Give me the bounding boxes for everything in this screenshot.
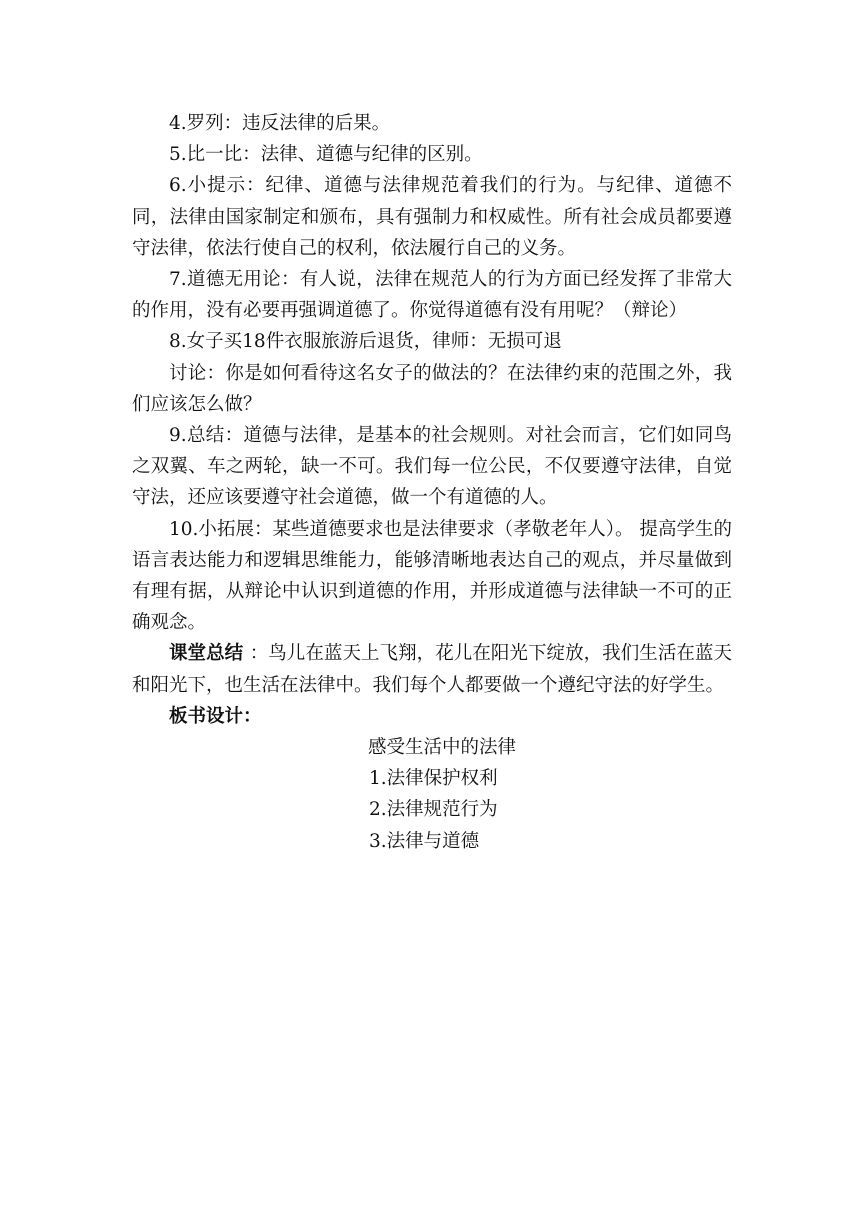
paragraph-item-8: 8.女子买18件衣服旅游后退货，律师：无损可退	[169, 331, 562, 353]
board-item: 1.法律保护权利	[369, 768, 498, 790]
paragraph-item-9: 9.总结：道德与法律，是基本的社会规则。对社会而言，它们如同鸟之双翼、车之两轮，缺一不可。我们每一位公民，不仅要遵守法律，自觉守法，还应该要遵守社会道德，做一个有道德的人。	[132, 425, 732, 509]
board-item: 3.法律与道德	[369, 830, 480, 852]
paragraph-item-5: 5.比一比：法律、道德与纪律的区别。	[169, 144, 483, 166]
class-summary-paragraph	[132, 638, 732, 700]
board-item: 2.法律规范行为	[369, 799, 498, 821]
paragraph-item-7: 7.道德无用论：有人说，法律在规范人的行为方面已经发挥了非常大的作用，没有必要再强调道德了。你觉得道德有没有用呢？（辩论）	[132, 269, 732, 322]
document-body	[132, 108, 732, 857]
paragraph-item-4: 4.罗列：违反法律的后果。	[169, 113, 391, 134]
class-summary-label: 课堂总结	[169, 643, 250, 665]
paragraph-item-10: 10.小拓展：某些道德要求也是法律要求（孝敬老年人）。 提高学生的语言表达能力和逻辑思维能力，能够清晰地表达自己的观点，并尽量做到有理有据，从辩论中认识到道德的作用，并形成道德与法律缺一不可的正确观念。	[132, 518, 732, 634]
paragraph-discussion: 讨论：你是如何看待这名女子的做法的？在法律约束的范围之外，我们应该怎么做？	[132, 362, 732, 415]
board-title: 感受生活中的法律	[368, 737, 517, 759]
board-design-heading	[132, 701, 732, 732]
class-summary-text: ：鸟儿在蓝天上飞翔，花儿在阳光下绽放，我们生活在蓝天和阳光下，也生活在法律中。我们每个人都要做一个遵纪守法的好学生。	[132, 643, 732, 696]
paragraph-item-6: 6.小提示：纪律、道德与法律规范着我们的行为。与纪律、道德不同，法律由国家制定和颁布，具有强制力和权威性。所有社会成员都要遵守法律，依法行使自己的权利，依法履行自己的义务。	[132, 175, 732, 259]
board-design-label: 板书设计：	[169, 705, 262, 727]
board-design	[132, 732, 732, 857]
